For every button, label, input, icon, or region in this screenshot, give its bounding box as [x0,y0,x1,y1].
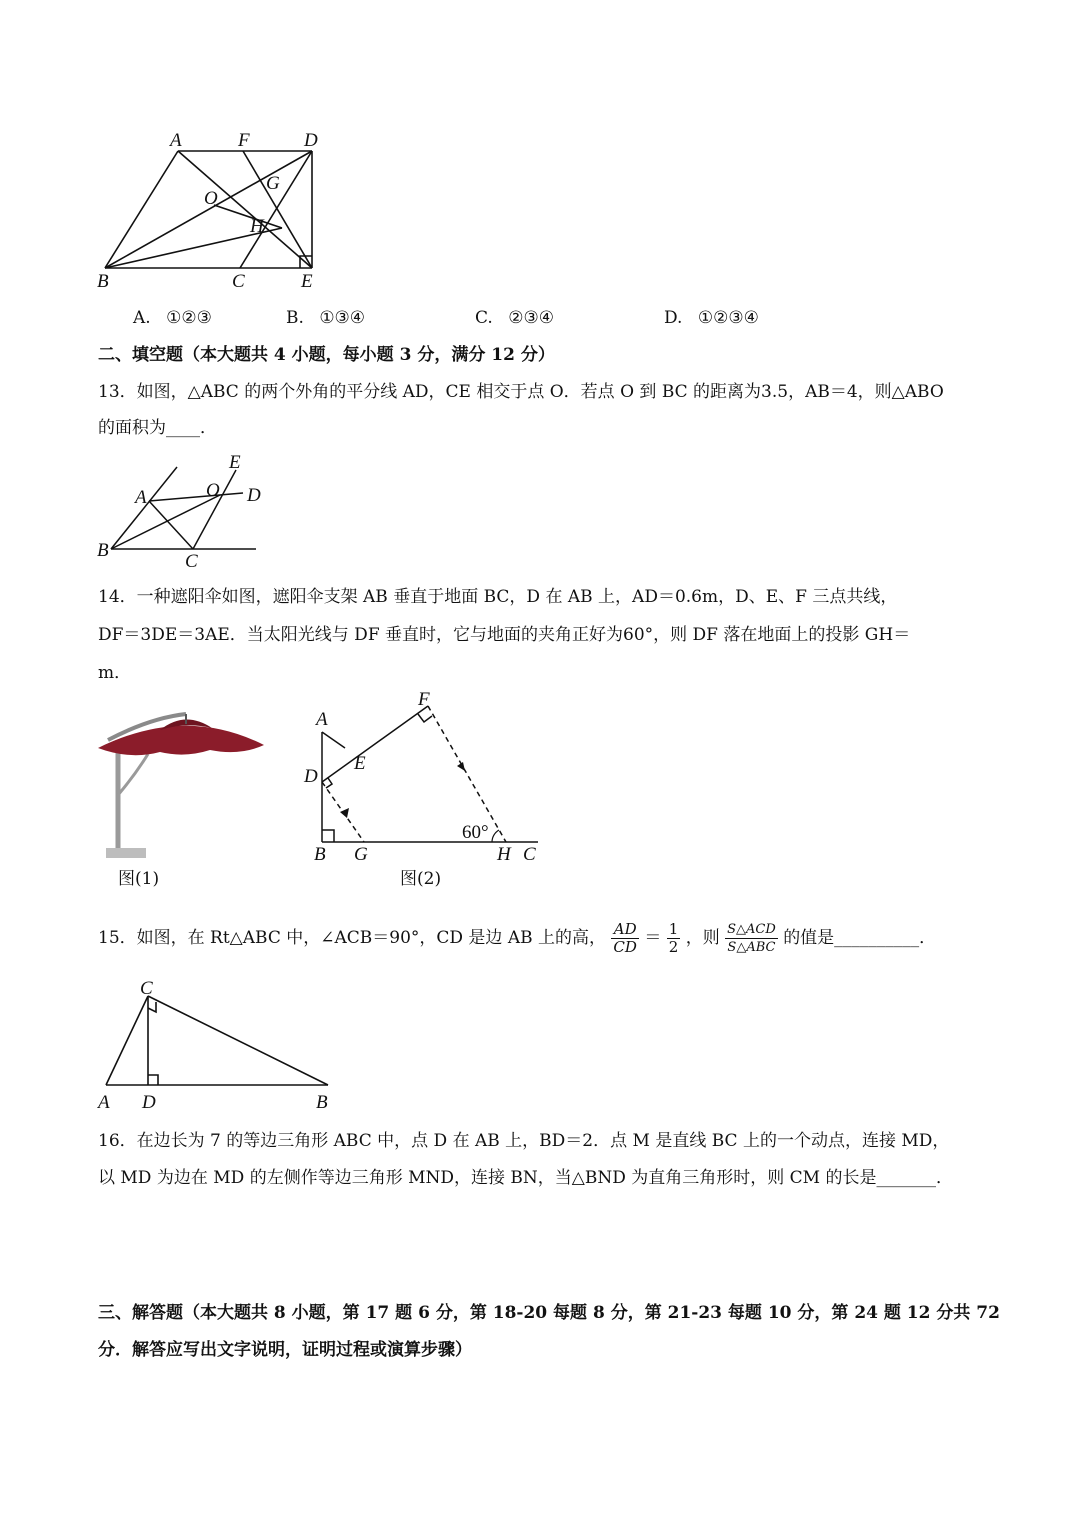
q15-frac2-num: 1 [668,920,679,938]
q14-line2: DF＝3DE＝3AE．当太阳光线与 DF 垂直时，它与地面的夹角正好为60°，则 DF 落在地面上的投影 GH＝ [98,625,911,645]
q12-option-b [286,305,365,331]
q12-figure [0,0,360,292]
section3-heading-line1: 三、解答题（本大题共 8 小题，第 17 题 6 分，第 18-20 每题 8 分，第 21-23 每题 10 分，第 24 题 12 分共 72 [98,1303,1000,1323]
q12-label-H: H [250,216,264,237]
q12-label-F: F [238,130,250,151]
q15-label-C: C [140,978,153,999]
q14-fig2-caption: 图(2) [400,869,442,889]
q14-line1: 14．一种遮阳伞如图，遮阳伞支架 AB 垂直于地面 BC，D 在 AB 上，AD＝0.6m，D、E、F 三点共线， [98,587,898,607]
umbrella-picture [90,700,290,870]
q15-label-B: B [316,1092,328,1113]
q14-label-angle: 60° [462,822,489,843]
q15-prefix: 15．如图，在 Rt△ABC 中，∠ACB＝90°，CD 是边 AB 上的高， [98,928,607,948]
q12-label-O: O [204,188,218,209]
option-a-value: ①②③ [166,308,212,328]
q14-label-H: H [497,844,511,865]
q14-label-G: G [354,844,368,865]
option-b-value: ①③④ [319,308,366,328]
q14-label-B: B [314,844,326,865]
q14-label-E: E [354,753,366,774]
q15-frac3-num: S△ACD [727,922,776,937]
q13-label-B: B [97,540,109,561]
q13-figure [0,450,300,570]
q13-label-D: D [247,485,261,506]
q13-label-O: O [206,480,220,501]
section3-heading-line2: 分．解答应写出文字说明，证明过程或演算步骤） [98,1340,472,1360]
q13-line2: 的面积为____． [98,418,217,438]
q14-figure2 [300,689,580,865]
q13-label-C: C [185,551,198,572]
q12-label-B: B [97,271,109,292]
option-c-key: C. [475,308,493,328]
q16-line1: 16．在边长为 7 的等边三角形 ABC 中，点 D 在 AB 上，BD＝2．点 M 是直线 BC 上的一个动点，连接 MD， [98,1131,950,1151]
q12-label-C: C [232,271,245,292]
q14-label-A: A [316,709,328,730]
q12-option-c [475,305,554,331]
q13-line1: 13．如图，△ABC 的两个外角的平分线 AD，CE 相交于点 O．若点 O 到 BC 的距离为3.5，AB＝4，则△ABO [98,382,944,402]
q12-option-a [133,305,212,331]
q15-frac2-den: 2 [668,938,679,956]
q15-mid: ，则 [685,928,720,948]
q15-eq: ＝ [644,928,662,948]
q15-frac1-num: AD [611,921,639,939]
option-b-key: B. [286,308,304,328]
q12-label-E: E [301,271,313,292]
q15-frac1-den: CD [613,938,637,956]
q15-frac-area [725,921,778,956]
q15-label-A: A [98,1092,110,1113]
q15-label-D: D [142,1092,156,1113]
q14-label-F: F [418,689,430,710]
q14-line3: m． [98,663,132,683]
q12-option-d [664,305,759,331]
q15-figure [0,970,360,1120]
q14-fig1-caption: 图(1) [118,869,160,889]
q15-frac-half [667,921,681,956]
q15-frac-ad-cd [611,921,639,956]
option-c-value: ②③④ [508,308,554,328]
q12-label-A: A [170,130,182,151]
option-d-key: D. [664,308,683,328]
q14-label-D: D [304,766,318,787]
q15-line [98,916,936,960]
q13-label-A: A [135,487,147,508]
q12-label-D: D [304,130,318,151]
q14-label-C: C [523,844,536,865]
option-d-value: ①②③④ [697,308,759,328]
q12-label-G: G [266,173,280,194]
q15-suffix: 的值是__________． [783,928,937,948]
q13-label-E: E [229,452,241,473]
option-a-key: A. [133,308,151,328]
section2-heading: 二、填空题（本大题共 4 小题，每小题 3 分，满分 12 分） [98,345,555,365]
q16-line2: 以 MD 为边在 MD 的左侧作等边三角形 MND，连接 BN，当△BND 为直角三角形时，则 CM 的长是_______． [98,1168,953,1188]
q15-frac3-den: S△ABC [727,940,776,955]
